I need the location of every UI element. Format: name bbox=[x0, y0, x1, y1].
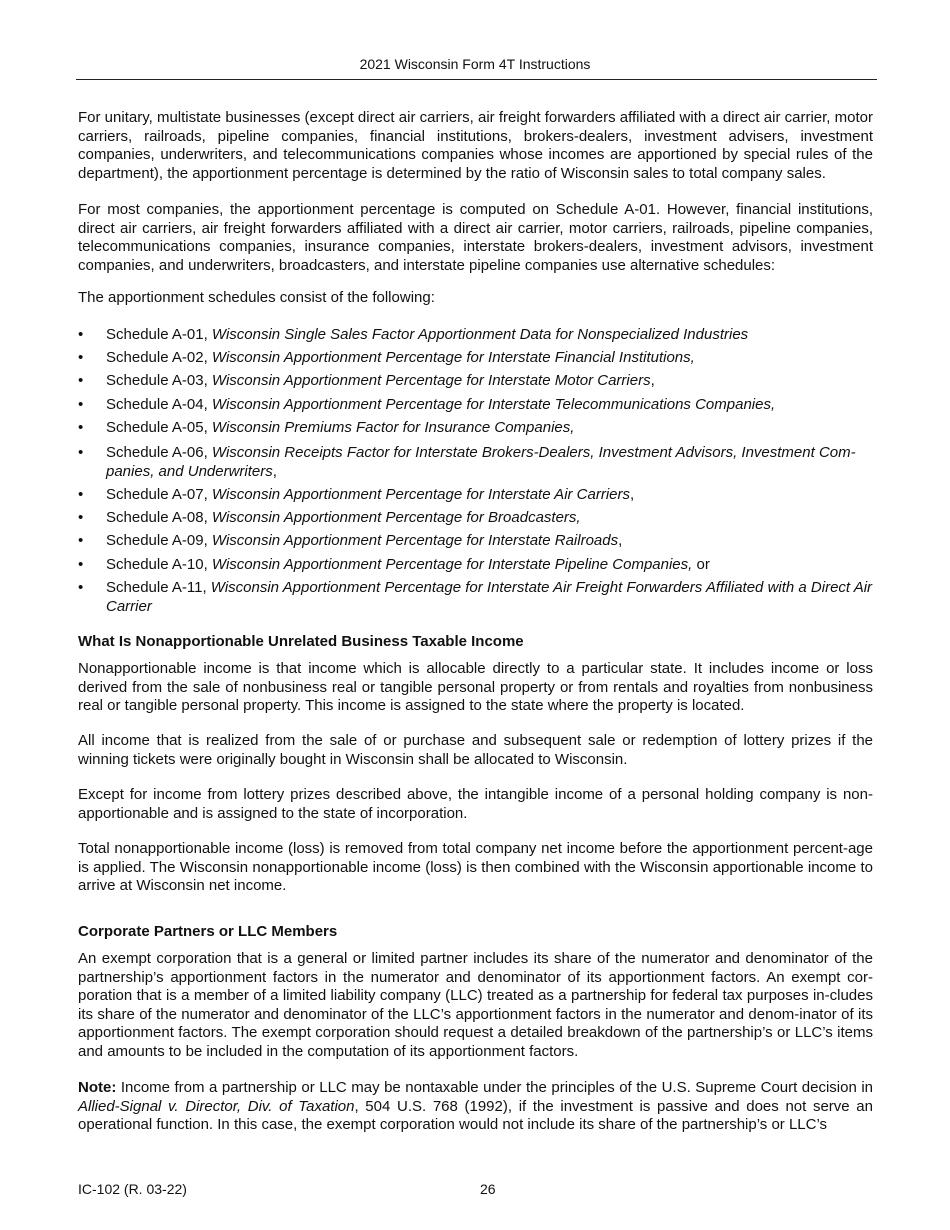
paragraph-holding-company: Except for income from lottery prizes described above, the intangible income of a personal holding company is non-apportionable and is assigned to the state of incorporation. bbox=[78, 786, 873, 822]
schedule-list-item bbox=[78, 556, 873, 575]
schedule-list-item bbox=[78, 444, 873, 481]
schedule-code: Schedule A-10, bbox=[106, 556, 212, 573]
bullet-icon: • bbox=[78, 532, 84, 549]
schedule-title: Wisconsin Premiums Factor for Insurance Companies, bbox=[211, 419, 575, 436]
bullet-icon: • bbox=[78, 556, 84, 573]
schedule-list-item bbox=[78, 509, 873, 528]
page-header-title: 2021 Wisconsin Form 4T Instructions bbox=[359, 56, 591, 72]
paragraph-schedules-intro: The apportionment schedules consist of the following: bbox=[78, 289, 435, 306]
bullet-icon: • bbox=[78, 579, 84, 596]
paragraph-nonapportionable: Nonapportionable income is that income which is allocable directly to a particular state. It includes income or loss derived from the sale of nonbusiness real or tangible personal property or from rentals and royalties from nonbusiness real or tangible personal property. This income is assigned to the state where the property is located. bbox=[78, 660, 873, 714]
schedule-list-item bbox=[78, 372, 873, 391]
note-text-b: , 504 U.S. 768 (1992), if the investment is passive and does not serve an operational function. In this case, the exempt corporation would not include its share of the partnership’s or LLC’s bbox=[78, 1097, 873, 1133]
schedule-title: Wisconsin Apportionment Percentage for Interstate Air Carriers bbox=[211, 486, 631, 503]
schedule-list-item bbox=[78, 349, 873, 368]
paragraph-lottery: All income that is realized from the sale of or purchase and subsequent sale or redemption of lottery prizes if the winning tickets were originally bought in Wisconsin shall be allocated to Wisconsin. bbox=[78, 732, 873, 768]
bullet-icon: • bbox=[78, 509, 84, 526]
footer-page-number: 26 bbox=[480, 1181, 496, 1197]
schedule-suffix: , bbox=[650, 372, 655, 389]
schedule-suffix: , bbox=[272, 462, 277, 480]
schedule-list-item bbox=[78, 532, 873, 551]
schedule-code: Schedule A-03, bbox=[106, 372, 212, 389]
bullet-icon: • bbox=[78, 349, 84, 366]
paragraph-total-nonapportionable: Total nonapportionable income (loss) is removed from total company net income before the apportionment percent-age is applied. The Wisconsin nonapportionable income (loss) is then combined with the Wisconsin apportionable income to arrive at Wisconsin net income. bbox=[78, 840, 873, 894]
note-case-name: Allied-Signal v. Director, Div. of Taxation bbox=[78, 1097, 355, 1115]
schedule-title: Wisconsin Single Sales Factor Apportionment Data for Nonspecialized Industries bbox=[211, 326, 749, 343]
bullet-icon: • bbox=[78, 419, 84, 436]
header-divider bbox=[76, 79, 877, 80]
schedule-code: Schedule A-08, bbox=[106, 509, 212, 526]
schedule-title: Wisconsin Receipts Factor for Interstate Brokers-Dealers, Investment Advisors, Investment Com-panies, and Underwriters bbox=[106, 444, 856, 480]
schedule-list-item bbox=[78, 486, 873, 505]
schedule-code: Schedule A-06, bbox=[106, 444, 212, 461]
schedule-code: Schedule A-07, bbox=[106, 486, 212, 503]
schedule-list-item bbox=[78, 419, 873, 438]
schedule-suffix: or bbox=[692, 556, 710, 573]
schedule-list-item bbox=[78, 396, 873, 415]
schedule-code: Schedule A-11, bbox=[106, 579, 211, 596]
section-heading-corporate-partners: Corporate Partners or LLC Members bbox=[78, 923, 338, 940]
schedule-code: Schedule A-02, bbox=[106, 349, 212, 366]
schedule-code: Schedule A-09, bbox=[106, 532, 212, 549]
paragraph-unitary: For unitary, multistate businesses (except direct air carriers, air freight forwarders affiliated with a direct air carrier, motor carriers, railroads, pipeline companies, financial institutions, brokers-dealers, investment advisers, investment companies, underwriters, and telecommunications companies whose incomes are apportioned by special rules of the department), the apportionment percentage is determined by the ratio of Wisconsin sales to total company sales. bbox=[78, 109, 873, 182]
bullet-icon: • bbox=[78, 396, 84, 413]
bullet-icon: • bbox=[78, 326, 84, 343]
schedule-title: Wisconsin Apportionment Percentage for Interstate Financial Institutions, bbox=[211, 349, 695, 366]
note-label: Note: bbox=[78, 1079, 117, 1096]
schedule-list-item bbox=[78, 579, 873, 616]
schedule-suffix: , bbox=[618, 532, 623, 549]
schedule-title: Wisconsin Apportionment Percentage for Interstate Air Freight Forwarders Affiliated with a Direct Air Carrier bbox=[106, 579, 873, 615]
schedule-list-item bbox=[78, 326, 873, 345]
schedule-title: Wisconsin Apportionment Percentage for Interstate Railroads bbox=[211, 532, 619, 549]
footer-form-number: IC-102 (R. 03-22) bbox=[78, 1181, 187, 1197]
note-text-a: Income from a partnership or LLC may be nontaxable under the principles of the U.S. Supreme Court decision in bbox=[116, 1079, 873, 1096]
schedule-title: Wisconsin Apportionment Percentage for Interstate Telecommunications Companies, bbox=[211, 396, 776, 413]
schedule-code: Schedule A-04, bbox=[106, 396, 212, 413]
bullet-icon: • bbox=[78, 372, 84, 389]
section-heading-nonapportionable: What Is Nonapportionable Unrelated Business Taxable Income bbox=[78, 633, 524, 650]
paragraph-exempt-corporation: An exempt corporation that is a general or limited partner includes its share of the numerator and denominator of the partnership’s apportionment factors in the numerator and denominator of its apportionment factors. An exempt cor-poration that is a member of a limited liability company (LLC) treated as a partnership for federal tax purposes in-cludes its share of the numerator and denominator of the LLC’s apportionment factors in the numerator and denom-inator of its apportionment factors. The exempt corporation should request a detailed breakdown of the partnership’s or LLC’s items and amounts to be included in the computation of its apportionment factors. bbox=[78, 950, 873, 1060]
bullet-icon: • bbox=[78, 486, 84, 503]
schedule-code: Schedule A-05, bbox=[106, 419, 212, 436]
schedule-suffix: , bbox=[630, 486, 635, 503]
schedule-code: Schedule A-01, bbox=[106, 326, 212, 343]
schedule-title: Wisconsin Apportionment Percentage for Interstate Motor Carriers bbox=[211, 372, 651, 389]
schedule-title: Wisconsin Apportionment Percentage for Broadcasters, bbox=[211, 509, 581, 526]
paragraph-most-companies: For most companies, the apportionment percentage is computed on Schedule A-01. However, financial institutions, direct air carriers, air freight forwarders affiliated with a direct air carrier, motor carriers, railroads, pipeline companies, telecommunications companies, insurance companies, interstate brokers-dealers, investment advisors, investment companies, and underwriters, broadcasters, and interstate pipeline companies use alternative schedules: bbox=[78, 201, 873, 274]
paragraph-note bbox=[78, 1079, 873, 1135]
schedule-title: Wisconsin Apportionment Percentage for Interstate Pipeline Companies, bbox=[211, 556, 693, 573]
bullet-icon: • bbox=[78, 444, 84, 461]
